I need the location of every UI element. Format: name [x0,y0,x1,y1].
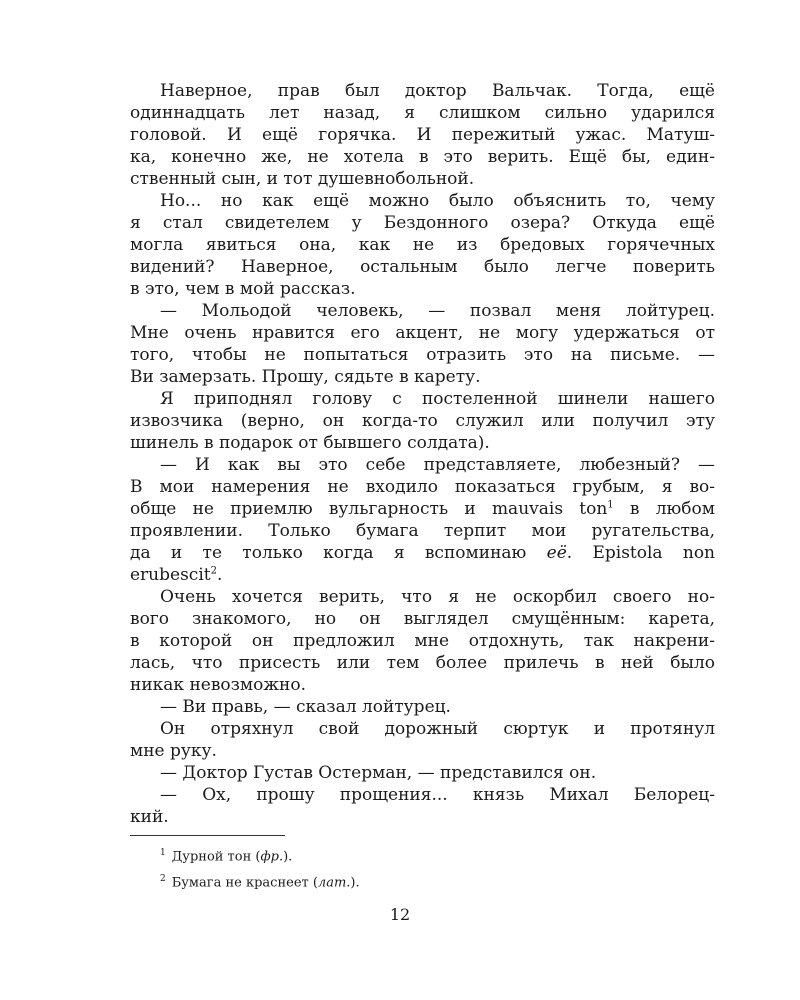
paragraph [130,718,715,762]
footnote-reference: 1 [607,499,614,511]
text-line: никак невозможно. [130,675,306,695]
text-line: лась, что присесть или тем более прилечь в ней было [130,653,715,673]
footnote-text: Бумага не краснеет ( [171,875,318,891]
paragraph [130,696,715,718]
page-number: 12 [389,905,411,924]
paragraph [130,454,715,586]
text-line: Наверное, прав был доктор Вальчак. Тогда, ещё [160,81,715,101]
text-segment: . [216,565,223,585]
text-line: кий. [130,807,169,827]
text-line [130,564,715,586]
text-line: — Ох, прошу прощения... князь Михал Белорец- [160,785,715,805]
italic-text: её [546,543,567,563]
paragraph [130,300,715,388]
text-line: В мои намерения не входило показаться грубым, я во- [130,477,715,497]
text-line: могла явиться она, как не из бредовых горячечных [130,235,715,255]
text-line: мне руку. [130,741,217,761]
footnote-text: ). [350,875,360,891]
text-line: — И как вы это себе представляете, любезный? — [160,455,715,475]
text-line [130,542,715,564]
paragraph [130,784,715,828]
text-line: в которой он предложил мне отдохнуть, так накрени- [130,631,715,651]
text-line: — Доктор Густав Остерман, — представился он. [160,763,597,783]
text-line: того, чтобы не попытаться отразить это на письме. — [130,345,715,365]
text-line: Ви замерзать. Прошу, сядьте в карету. [130,367,481,387]
text-line: в это, чем в мой рассказ. [130,279,356,299]
text-line: Мне очень нравится его акцент, не могу удержаться от [130,323,715,343]
paragraph [130,190,715,300]
text-line: ка, конечно же, не хотела в это верить. Ещё бы, един- [130,147,715,167]
text-line [130,498,715,520]
footnote [160,842,710,868]
footnote-reference: 2 [210,565,217,577]
main-text [130,80,715,828]
text-line: — Мольодой человекь, — позвал меня лойтурец. [160,301,715,321]
footnote-divider [130,835,285,836]
text-line: я стал свидетелем у Бездонного озера? Откуда ещё [130,213,715,233]
text-segment: . Epistola non [566,543,715,563]
text-line: ственный сын, и тот душевнобольной. [130,169,475,189]
text-segment: обще не приемлю вульгарность и mauvais ton [130,499,608,519]
text-line: Но... но как ещё можно было объяснить то, чему [160,191,715,211]
text-line: шинель в подарок от бывшего солдата). [130,433,490,453]
paragraph [130,762,715,784]
text-line: одиннадцать лет назад, я слишком сильно ударился [130,103,715,123]
paragraph [130,388,715,454]
text-line: видений? Наверное, остальным было легче поверить [130,257,715,277]
text-segment: да и те только когда я вспоминаю [130,543,547,563]
footnote-mark: 2 [160,874,166,885]
text-line: вого знакомого, но он выглядел смущённым: карета, [130,609,715,629]
text-line: головой. И ещё горячка. И пережитый ужас. Матуш- [130,125,715,145]
paragraph [130,80,715,190]
text-segment: в любом [613,499,715,519]
footnote-text: Дурной тон ( [171,849,261,865]
footnote-italic: лат. [317,875,351,891]
text-line: Я приподнял голову с постеленной шинели нашего [160,389,715,409]
text-line: Он отряхнул свой дорожный сюртук и протянул [160,719,715,739]
footnote-text: ). [283,849,293,865]
footnote [160,868,710,894]
footnote-mark: 1 [160,848,166,858]
paragraph [130,586,715,696]
text-line: Очень хочется верить, что я не оскорбил своего но- [160,587,715,607]
footnotes [160,842,710,895]
text-line: — Ви правь, — сказал лойтурец. [160,697,451,717]
footnote-italic: фр. [260,849,284,865]
text-segment: erubescit [130,565,211,585]
text-line: извозчика (верно, он когда-то служил или получил эту [130,411,715,431]
text-line: проявлении. Только бумага терпит мои ругательства, [130,521,715,541]
